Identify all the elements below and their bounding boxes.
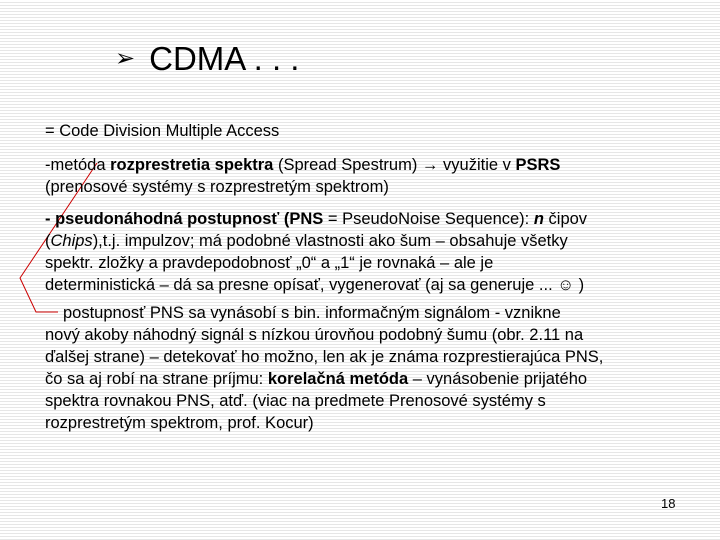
title-text: CDMA . . . bbox=[149, 40, 300, 77]
page-number: 18 bbox=[661, 496, 676, 511]
line: (prenosové systémy s rozprestretým spektrom) bbox=[45, 178, 389, 196]
paragraph-pns bbox=[45, 208, 695, 296]
line: čo sa aj robí na strane príjmu: korelačná metóda – vynásobenie prijatého bbox=[45, 370, 588, 388]
slide-title bbox=[115, 40, 299, 78]
arrow-bullet-icon: ➢ bbox=[115, 45, 136, 72]
line: postupnosť PNS sa vynásobí s bin. informačným signálom - vznikne bbox=[63, 304, 561, 322]
line: deterministická – dá sa presne opísať, vygenerovať (aj sa generuje ... ☺ ) bbox=[45, 276, 585, 294]
line: nový akoby náhodný signál s nízkou úrovňou podobný šumu (obr. 2.11 na bbox=[45, 326, 584, 344]
line: (Chips),t.j. impulzov; má podobné vlastnosti ako šum – obsahuje všetky bbox=[45, 232, 568, 250]
line: rozprestretým spektrom, prof. Kocur) bbox=[45, 414, 314, 432]
line: spektra rovnakou PNS, atď. (viac na predmete Prenosové systémy s bbox=[45, 392, 546, 410]
line: ďalšej strane) – detekovať ho možno, len ak je známa rozprestierajúca PNS, bbox=[45, 348, 604, 366]
paragraph-method bbox=[45, 154, 695, 198]
paragraph-spreading bbox=[45, 302, 695, 434]
line: spektr. zložky a pravdepodobnosť „0“ a „1“ je rovnaká – ale je bbox=[45, 254, 494, 272]
line: -metóda rozprestretia spektra (Spread Spestrum) → využitie v PSRS bbox=[45, 156, 561, 174]
line: = Code Division Multiple Access bbox=[45, 122, 280, 140]
line: - pseudonáhodná postupnosť (PNS = PseudoNoise Sequence): n čipov bbox=[45, 210, 588, 228]
paragraph-definition bbox=[45, 120, 695, 142]
